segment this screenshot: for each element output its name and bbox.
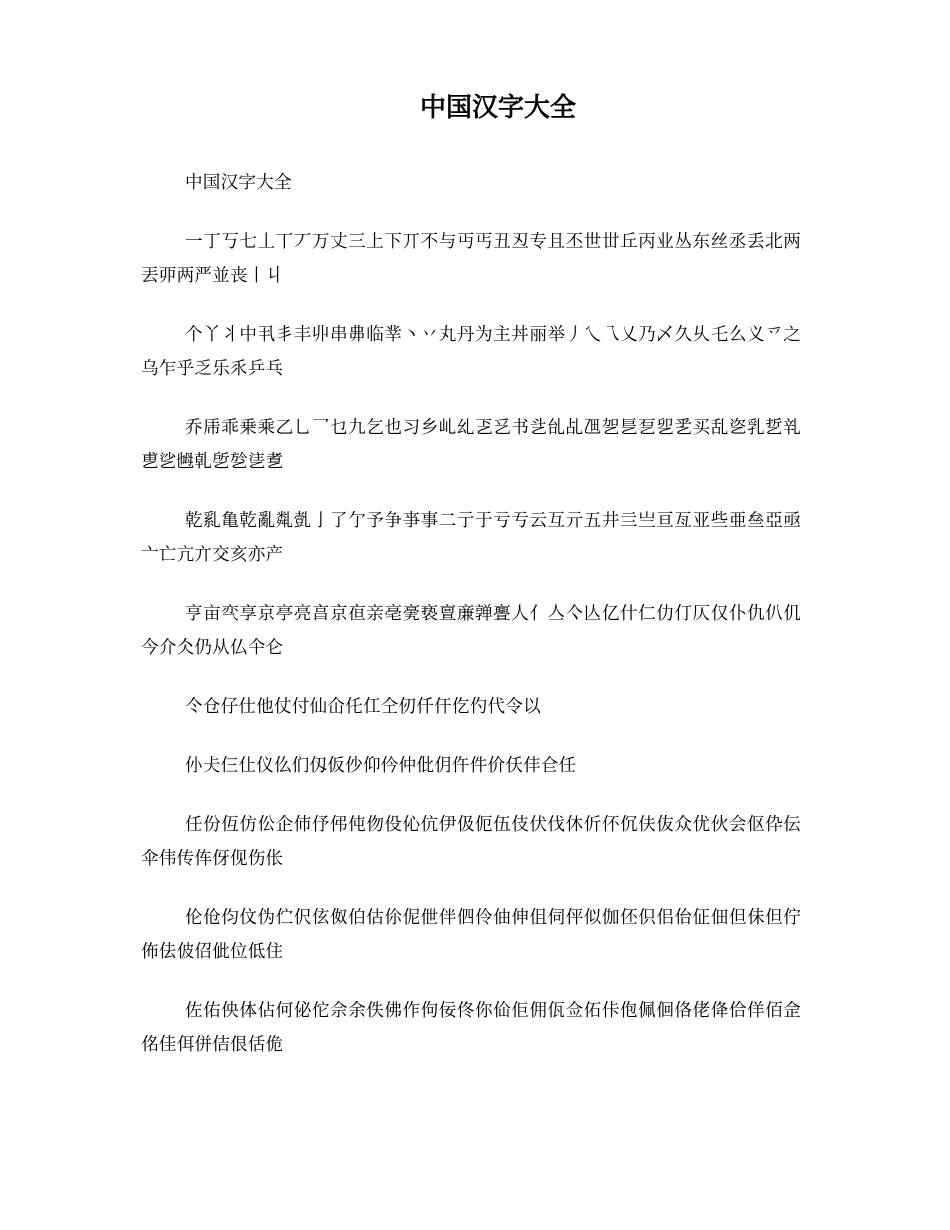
paragraph: 仦仧仨仩仪仫们仭仮仯仰仱仲仳仴仵件价仸仹仺任	[185, 756, 577, 776]
paragraph: 任份仾仿伀企伂伃伄伅伆伇伈伉伊伋伌伍伎伏伐休伒伓伔伕伖众优伙会伛伜伝伞伟传伡伢伣伤伥	[141, 815, 801, 869]
paragraph: 仒仓仔仕他仗付仙仚仛仜仝仞仟仠仡仢代令以	[185, 697, 541, 717]
paragraph: 乾乿亀乾亂亃亄亅了亇予争亊事二亍于亏亐云互亓五井亖亗亘亙亚些亜亝亞亟亠亡亢亣交亥亦产	[141, 511, 801, 565]
document-body	[141, 166, 801, 1087]
paragraph: 佐佑佒体佔何佖佗佘余佚佛作佝佞佟你佡佢佣佤佥佦佧佨佩佪佫佬佭佮佯佰佱佲佳佴併佶佷佸佹	[141, 1001, 801, 1055]
paragraph: 伦伧伨伩伪伫伬伭伮伯估伱伲伳伴伵伶伷伸伹伺伻似伽伾伿佀佁佂佃但佅但佇佈佉佊佋佌位低住	[141, 908, 801, 962]
paragraph-heading: 中国汉字大全	[185, 173, 292, 193]
paragraph: 亨亩亪享京亭亮亯京亱亲亳亴亵亶亷亸亹人亻亼亽亾亿什仁仂仃仄仅仆仇仈仉今介仌仍从仏仐仑	[141, 604, 801, 658]
paragraph: 一丁丂七丄丅丆万丈三上下丌不与丏丐丑丒专且丕世丗丘丙业丛东丝丞丢北两丟丣两严並丧丨丩	[141, 232, 801, 286]
paragraph: 个丫丬中丮丯丰丱串丳临丵丶丷丸丹为主丼丽举丿乀乁乂乃乄久乆乇么义乊之乌乍乎乏乐乑乒乓	[141, 325, 801, 379]
paragraph: 乔乕乖乗乘乙乚乛乜九乞也习乡乢乣乤乥书乧乨乩乪乫乬乭乮乯买乱乲乳乴乵乶乷乸乹乺乻乼乽	[141, 418, 801, 472]
document-title: 中国汉字大全	[419, 93, 576, 123]
